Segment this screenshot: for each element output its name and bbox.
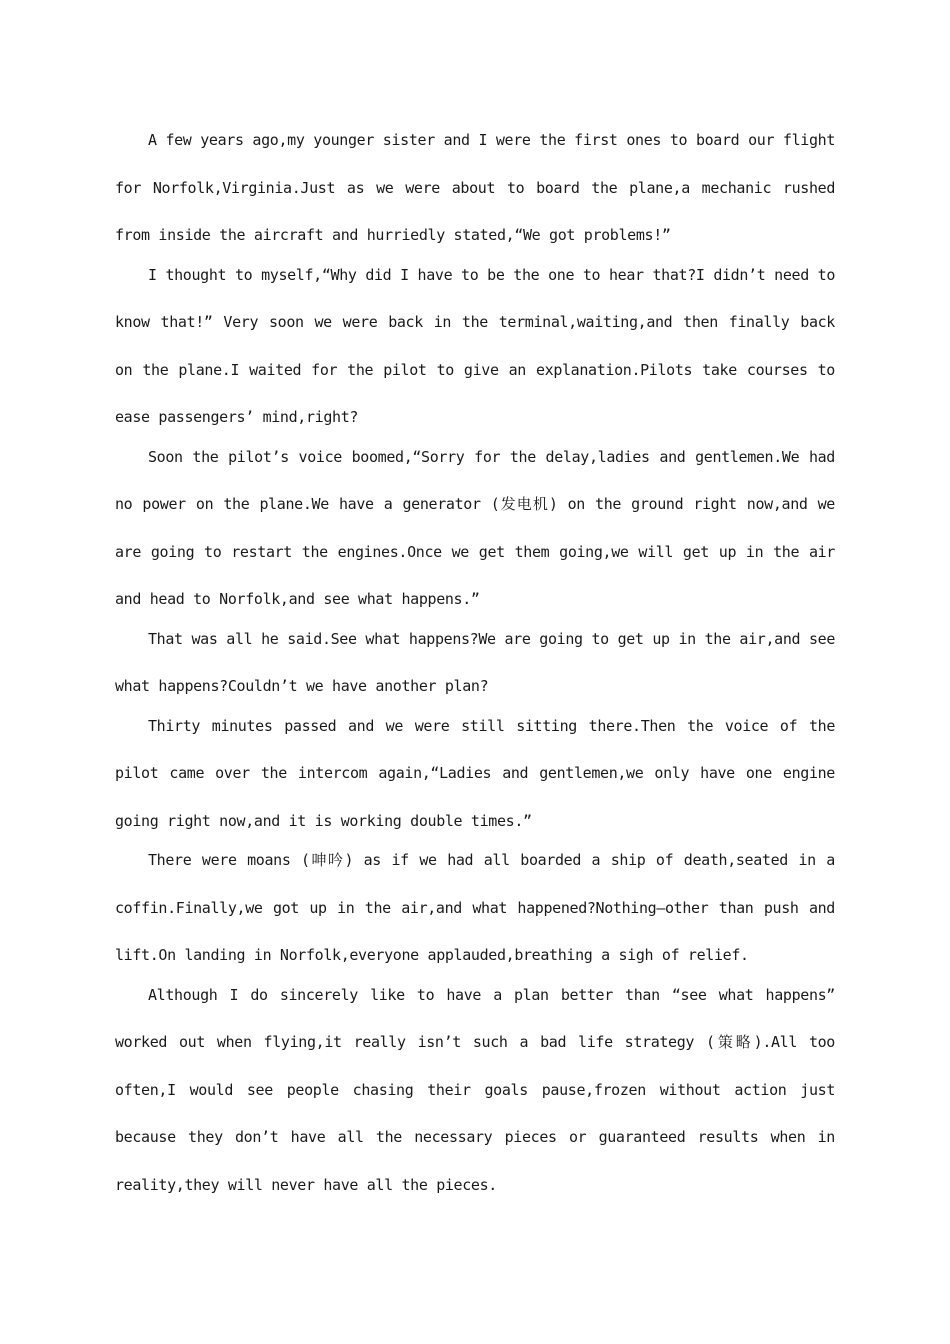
paragraph-2: I thought to myself,“Why did I have to be the one to hear that?I didn’t need to know that!” Very soon we were back in the terminal,waiting,and then finally back on the plane.I waited for the pilot to give an explanation.Pilots take courses to ease passengers’ mind,right? <box>115 265 835 426</box>
paragraph-5: Thirty minutes passed and we were still sitting there.Then the voice of the pilot came over the intercom again,“Ladies and gentlemen,we only have one engine going right now,and it is working double times.” <box>115 716 835 830</box>
paragraph-1: A few years ago,my younger sister and I were the first ones to board our flight for Norfolk,Virginia.Just as we were about to board the plane,a mechanic rushed from inside the aircraft and hurriedly stated,“We got problems!” <box>115 131 835 244</box>
paragraph-4: That was all he said.See what happens?We are going to get up in the air,and see what happens?Couldn’t we have another plan? <box>115 629 835 695</box>
article-body <box>115 117 835 1201</box>
paragraph-3: Soon the pilot’s voice boomed,“Sorry for the delay,ladies and gentlemen.We had no power on the plane.We have a generator (发电机) on the ground right now,and we are going to restart the engines.Once we get them going,we will get up in the air and head to Norfolk,and see what happens.” <box>115 447 835 608</box>
paragraph-7: Although I do sincerely like to have a plan better than “see what happens” worked out when flying,it really isn’t such a bad life strategy (策略).All too often,I would see people chasing their goals pause,frozen without action just because they don’t have all the necessary pieces or guaranteed results when in reality,they will never have all the pieces. <box>115 985 835 1194</box>
paragraph-6: There were moans (呻吟) as if we had all boarded a ship of death,seated in a coffin.Finally,we got up in the air,and what happened?Nothing—other than push and lift.On landing in Norfolk,everyone applauded,breathing a sigh of relief. <box>115 851 835 964</box>
